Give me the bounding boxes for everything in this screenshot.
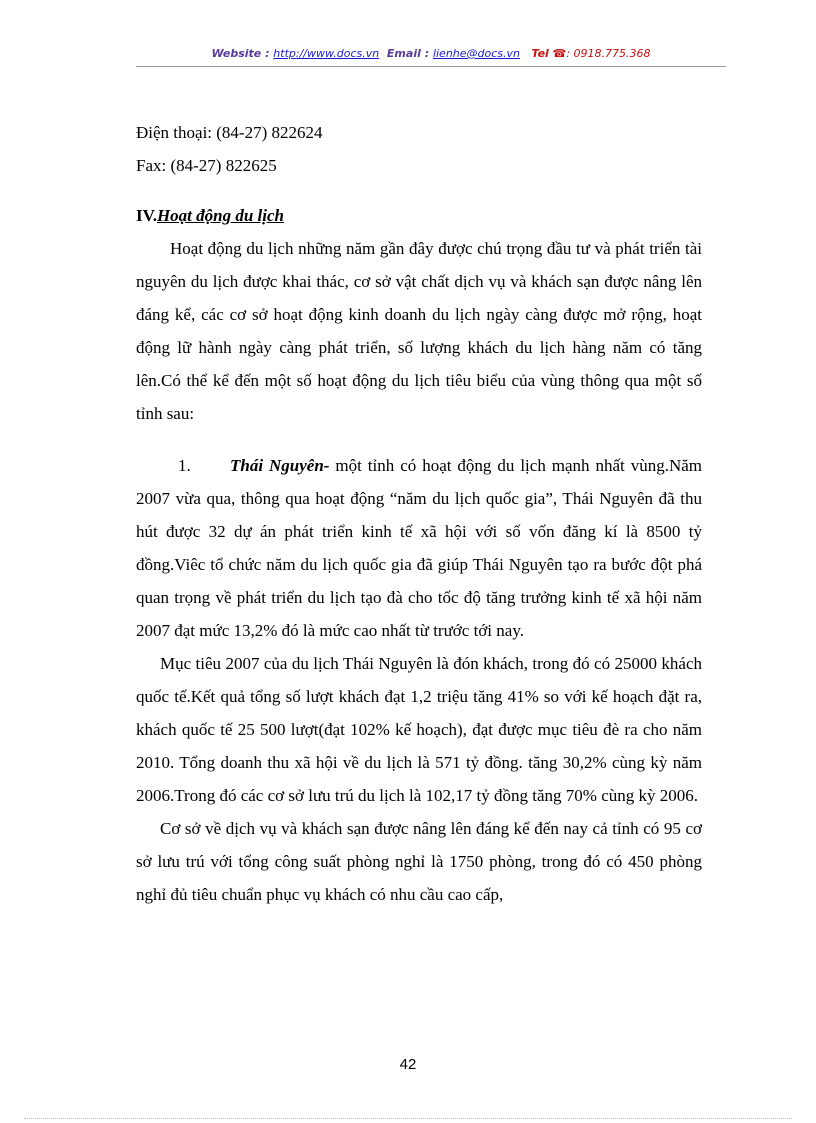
phone-icon: ☎ xyxy=(552,47,567,60)
tel-label: Tel xyxy=(531,47,553,60)
website-link[interactable]: http://www.docs.vn xyxy=(273,47,380,60)
page-number: 42 xyxy=(399,1056,417,1073)
list-item-thai-nguyen xyxy=(136,449,702,647)
tel-value: : 0918.775.368 xyxy=(566,47,651,60)
email-link[interactable]: lienhe@docs.vn xyxy=(432,47,520,60)
email-label: Email xyxy=(386,47,421,60)
document-body xyxy=(136,116,702,911)
email-separator: : xyxy=(420,47,433,60)
contact-phone: Điện thoại: (84-27) 822624 xyxy=(136,123,323,142)
paragraph-intro: Hoạt động du lịch những năm gần đây được chú trọng đầu tư và phát triển tài nguyên du lịch được khai thác, cơ sở vật chất dịch vụ và khách sạn được nâng lên đáng kể, các cơ sở hoạt động kinh doanh du lịch ngày càng được mở rộng, hoạt động lữ hành ngày càng phát triển, số lượng khách du lịch hàng năm có tăng lên.Có thể kể đến một số hoạt động du lịch tiêu biểu của vùng thông qua một số tỉnh sau: xyxy=(136,239,702,423)
contact-fax: Fax: (84-27) 822625 xyxy=(136,156,277,175)
footer-divider xyxy=(24,1118,792,1119)
list-item-number: 1. xyxy=(178,456,191,475)
list-item-place: Thái Nguyên- xyxy=(230,456,330,475)
section-number: IV. xyxy=(136,206,157,225)
paragraph-targets: Mục tiêu 2007 của du lịch Thái Nguyên là đón khách, trong đó có 25000 khách quốc tế.Kết quả tổng số lượt khách đạt 1,2 triệu tăng 41% so với kế hoạch đặt ra, khách quốc tế 25 500 lượt(đạt 102% kế hoạch), đạt được mục tiêu đè ra cho năm 2010. Tổng doanh thu xã hội về du lịch là 571 tỷ đồng. tăng 30,2% cùng kỳ năm 2006.Trong đó các cơ sở lưu trú du lịch là 102,17 tỷ đồng tăng 70% cùng kỳ 2006. xyxy=(136,654,702,805)
section-title: Hoạt động du lịch xyxy=(156,206,285,225)
page-header xyxy=(136,46,726,67)
list-item-text: một tỉnh có hoạt động du lịch mạnh nhất vùng.Năm 2007 vừa qua, thông qua hoạt động “năm du lịch quốc gia”, Thái Nguyên đã thu hút được 32 dự án phát triển kinh tế xã hội với số vốn đăng kí là 8500 tỷ đồng.Viêc tổ chức năm du lịch quốc gia đã giúp Thái Nguyên tạo ra bước đột phá quan trọng về phát triển du lịch tạo đà cho tốc độ tăng trưởng kinh tế xã hội năm 2007 đạt mức 13,2% đó là mức cao nhất từ trước tới nay. xyxy=(136,456,703,640)
website-label: Website : xyxy=(211,47,274,60)
paragraph-facilities: Cơ sở về dịch vụ và khách sạn được nâng lên đáng kể đến nay cả tỉnh có 95 cơ sở lưu trú với tổng công suất phòng nghỉ là 1750 phòng, trong đó có 450 phòng nghỉ đủ tiêu chuẩn phục vụ khách có nhu cầu cao cấp, xyxy=(136,819,702,904)
section-heading xyxy=(136,199,702,232)
